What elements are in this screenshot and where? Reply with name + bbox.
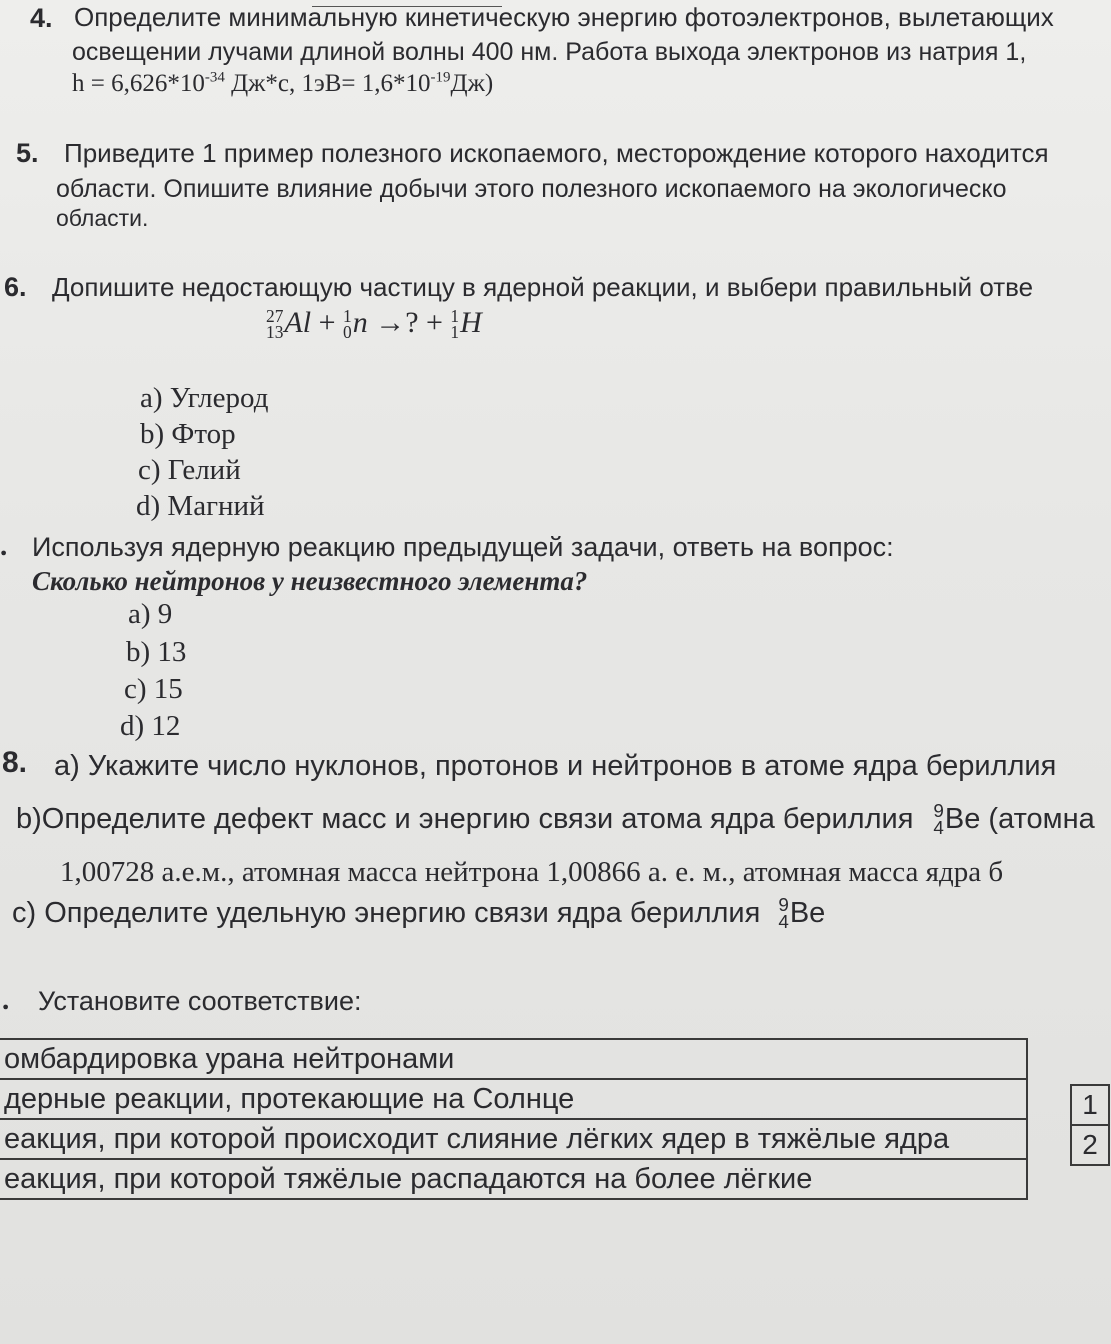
be-nuclide-numbers: 9 4 — [933, 800, 944, 839]
q7-question: Сколько нейтронов у неизвестного элемента? — [32, 566, 588, 596]
q7-option-d: d) 12 — [120, 710, 181, 742]
q6-option-b: b) Фтор — [140, 418, 236, 450]
q8-part-a: a) Укажите число нуклонов, протонов и нейтронов в атоме ядра бериллия — [54, 750, 1057, 782]
q4-h-exponent: -34 — [204, 69, 225, 86]
neutron-symbol: n — [352, 306, 368, 339]
q4-line-3 — [72, 70, 493, 98]
be-symbol: Be — [944, 803, 981, 835]
q6-nuclear-equation — [266, 306, 482, 341]
q4-h-prefix: h = 6,626*10 — [72, 70, 205, 97]
q7-option-b: b) 13 — [126, 636, 187, 668]
q7-option-a: a) 9 — [128, 598, 173, 630]
be-nuclide-numbers-c: 9 4 — [778, 894, 789, 933]
table-cell: еакция, при которой тяжёлые распадаются на более лёгкие — [0, 1159, 1027, 1199]
q4-ev-exponent: -19 — [430, 69, 451, 86]
arrow-unknown: →? + — [367, 306, 451, 339]
plus-sign: + — [311, 306, 343, 339]
q5-number: 5. — [16, 138, 39, 168]
q8-part-b-line-2: 1,00728 а.е.м., атомная масса нейтрона 1,00866 а. е. м., атомная масса ядра б — [60, 856, 1004, 888]
table-cell: омбардировка урана нейтронами — [0, 1039, 1027, 1079]
q4-number: 4. — [30, 3, 53, 33]
answer-number-table — [1070, 1084, 1110, 1166]
q6-number: 6. — [4, 272, 27, 302]
q9-text: Установите соответствие: — [38, 986, 362, 1016]
table-cell: еакция, при которой происходит слияние лёгких ядер в тяжёлые ядра — [0, 1119, 1027, 1159]
q7-marker: . — [0, 530, 8, 562]
q9-marker: . — [2, 984, 10, 1016]
table-row — [0, 1039, 1027, 1079]
q6-option-a: a) Углерод — [140, 382, 269, 414]
neutron-numbers: 1 0 — [342, 306, 352, 343]
answer-number-cell: 2 — [1071, 1125, 1109, 1165]
al-symbol: Al — [284, 306, 312, 339]
q5-line-1: Приведите 1 пример полезного ископаемого, месторождение которого находится — [64, 138, 1049, 168]
q7-option-c: c) 15 — [124, 673, 183, 705]
q8-part-c: c) Определите удельную энергию связи ядра бериллия 9 4 Be — [12, 894, 826, 933]
al-nuclide-numbers: 27 13 — [266, 306, 284, 343]
table-row — [1071, 1125, 1109, 1165]
table-row — [1071, 1085, 1109, 1125]
q4-line-1: Определите минимальную кинетическую энергию фотоэлектронов, вылетающих — [74, 2, 1054, 32]
q6-text: Допишите недостающую частицу в ядерной реакции, и выбери правильный отве — [52, 272, 1034, 302]
proton-numbers: 1 1 — [450, 306, 460, 343]
matching-table — [0, 1038, 1028, 1200]
q5-line-2: области. Опишите влияние добычи этого полезного ископаемого на экологическо — [56, 175, 1007, 203]
table-row — [0, 1119, 1027, 1159]
q6-option-c: c) Гелий — [138, 454, 241, 486]
table-cell: дерные реакции, протекающие на Солнце — [0, 1079, 1027, 1119]
proton-symbol: H — [460, 306, 482, 339]
be-symbol-c: Be — [789, 897, 826, 929]
q4-h-suffix: Дж) — [450, 70, 494, 97]
q8-part-b: b)Определите дефект масс и энергию связи атома ядра бериллия 9 4 Be (атомна — [16, 800, 1095, 839]
q5-line-3: области. — [56, 205, 149, 231]
table-row — [0, 1159, 1027, 1199]
q6-option-d: d) Магний — [136, 490, 265, 522]
q4-line-2: освещении лучами длиной волны 400 нм. Работа выхода электронов из натрия 1, — [72, 38, 1027, 66]
q4-h-middle: Дж*с, 1эВ= 1,6*10 — [224, 70, 431, 97]
q8-number: 8. — [2, 746, 28, 779]
table-row — [0, 1079, 1027, 1119]
answer-number-cell: 1 — [1071, 1085, 1109, 1125]
q7-text: Используя ядерную реакцию предыдущей задачи, ответь на вопрос: — [32, 532, 894, 562]
